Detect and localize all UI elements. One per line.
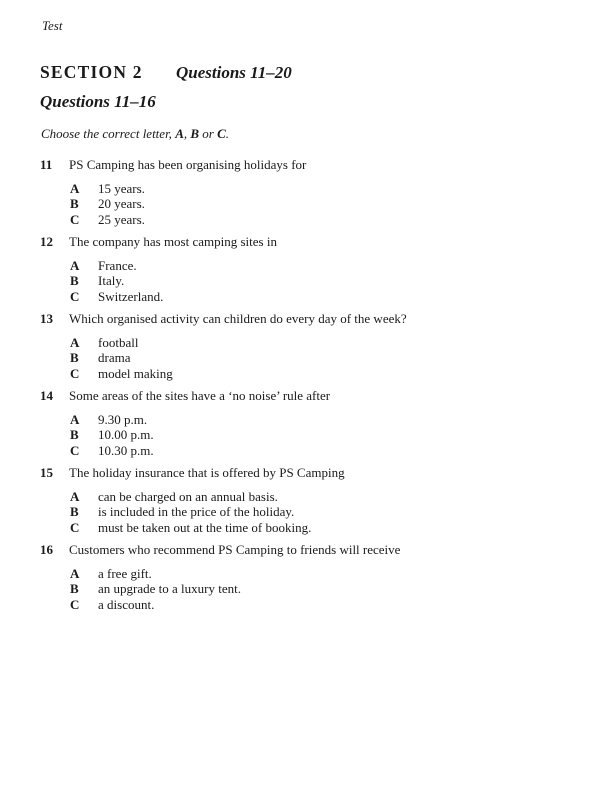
option-letter: B bbox=[70, 427, 79, 442]
question-text: Customers who recommend PS Camping to friends will receive bbox=[69, 542, 401, 557]
question-text: The holiday insurance that is offered by PS Camping bbox=[69, 465, 345, 480]
options-list bbox=[40, 566, 400, 613]
question-16 bbox=[40, 542, 400, 612]
instruction-letter-b: B bbox=[190, 126, 200, 141]
option-text: can be charged on an annual basis. bbox=[98, 488, 278, 504]
question-number: 14 bbox=[40, 388, 53, 403]
option-text: 15 years. bbox=[98, 180, 145, 196]
instruction bbox=[41, 126, 229, 142]
page-header: Test bbox=[42, 18, 63, 33]
option-a[interactable] bbox=[70, 181, 306, 197]
option-b[interactable] bbox=[70, 581, 400, 597]
option-c[interactable] bbox=[70, 366, 407, 382]
option-c[interactable] bbox=[70, 443, 330, 459]
instruction-separator: or bbox=[199, 126, 218, 141]
instruction-separator: , bbox=[183, 126, 191, 141]
option-letter: C bbox=[70, 442, 80, 458]
option-letter: A bbox=[70, 488, 80, 504]
option-text: an upgrade to a luxury tent. bbox=[98, 581, 241, 596]
instruction-letter-c: C bbox=[217, 126, 226, 141]
question-15 bbox=[40, 465, 345, 535]
option-a[interactable] bbox=[70, 335, 407, 351]
option-c[interactable] bbox=[70, 212, 306, 228]
option-letter: A bbox=[70, 334, 80, 350]
section-label: SECTION 2 bbox=[40, 62, 143, 82]
options-list bbox=[40, 181, 306, 228]
option-letter: C bbox=[70, 211, 80, 227]
option-letter: C bbox=[70, 365, 80, 381]
question-text: The company has most camping sites in bbox=[69, 234, 277, 249]
question-text: Which organised activity can children do every day of the week? bbox=[69, 311, 407, 326]
option-text: France. bbox=[98, 257, 137, 273]
question-text: PS Camping has been organising holidays for bbox=[69, 157, 307, 172]
question-12 bbox=[40, 234, 277, 304]
question-text: Some areas of the sites have a ‘no noise’ rule after bbox=[69, 388, 331, 403]
option-text: 10.30 p.m. bbox=[98, 442, 154, 458]
instruction-letter-a: A bbox=[175, 126, 184, 141]
option-text: 20 years. bbox=[98, 196, 145, 211]
question-number: 16 bbox=[40, 542, 53, 557]
option-letter: A bbox=[70, 565, 80, 581]
option-a[interactable] bbox=[70, 489, 345, 505]
option-b[interactable] bbox=[70, 273, 277, 289]
option-b[interactable] bbox=[70, 196, 306, 212]
option-letter: B bbox=[70, 273, 79, 288]
question-number: 15 bbox=[40, 465, 53, 480]
option-letter: B bbox=[70, 350, 79, 365]
option-letter: A bbox=[70, 257, 80, 273]
option-b[interactable] bbox=[70, 504, 345, 520]
question-number: 11 bbox=[40, 157, 53, 172]
question-number: 12 bbox=[40, 234, 53, 249]
instruction-suffix: . bbox=[225, 126, 230, 141]
option-b[interactable] bbox=[70, 350, 407, 366]
option-a[interactable] bbox=[70, 258, 277, 274]
option-text: a discount. bbox=[98, 596, 155, 612]
option-c[interactable] bbox=[70, 289, 277, 305]
question-14 bbox=[40, 388, 330, 458]
option-letter: C bbox=[70, 288, 80, 304]
option-text: drama bbox=[98, 350, 131, 365]
option-text: 25 years. bbox=[98, 211, 145, 227]
option-letter: B bbox=[70, 504, 79, 519]
option-letter: B bbox=[70, 581, 79, 596]
option-text: is included in the price of the holiday. bbox=[98, 504, 295, 519]
option-text: a free gift. bbox=[98, 565, 152, 581]
option-a[interactable] bbox=[70, 566, 400, 582]
option-text: Switzerland. bbox=[98, 288, 164, 304]
option-letter: A bbox=[70, 180, 80, 196]
option-text: model making bbox=[98, 365, 173, 381]
option-text: 10.00 p.m. bbox=[98, 427, 154, 442]
option-b[interactable] bbox=[70, 427, 330, 443]
section-heading bbox=[40, 62, 292, 83]
options-list bbox=[40, 412, 330, 459]
question-13 bbox=[40, 311, 407, 381]
option-a[interactable] bbox=[70, 412, 330, 428]
options-list bbox=[40, 335, 407, 382]
options-list bbox=[40, 258, 277, 305]
section-question-range: Questions 11–20 bbox=[176, 63, 292, 82]
option-text: must be taken out at the time of booking. bbox=[98, 519, 312, 535]
sub-heading: Questions 11–16 bbox=[40, 92, 156, 111]
option-letter: C bbox=[70, 519, 80, 535]
question-number: 13 bbox=[40, 311, 53, 326]
option-text: Italy. bbox=[98, 273, 125, 288]
option-c[interactable] bbox=[70, 597, 400, 613]
option-text: football bbox=[98, 334, 139, 350]
option-letter: A bbox=[70, 411, 80, 427]
option-letter: B bbox=[70, 196, 79, 211]
option-c[interactable] bbox=[70, 520, 345, 536]
instruction-prefix: Choose the correct letter, bbox=[41, 126, 176, 141]
option-text: 9.30 p.m. bbox=[98, 411, 148, 427]
question-11 bbox=[40, 157, 306, 227]
option-letter: C bbox=[70, 596, 80, 612]
options-list bbox=[40, 489, 345, 536]
